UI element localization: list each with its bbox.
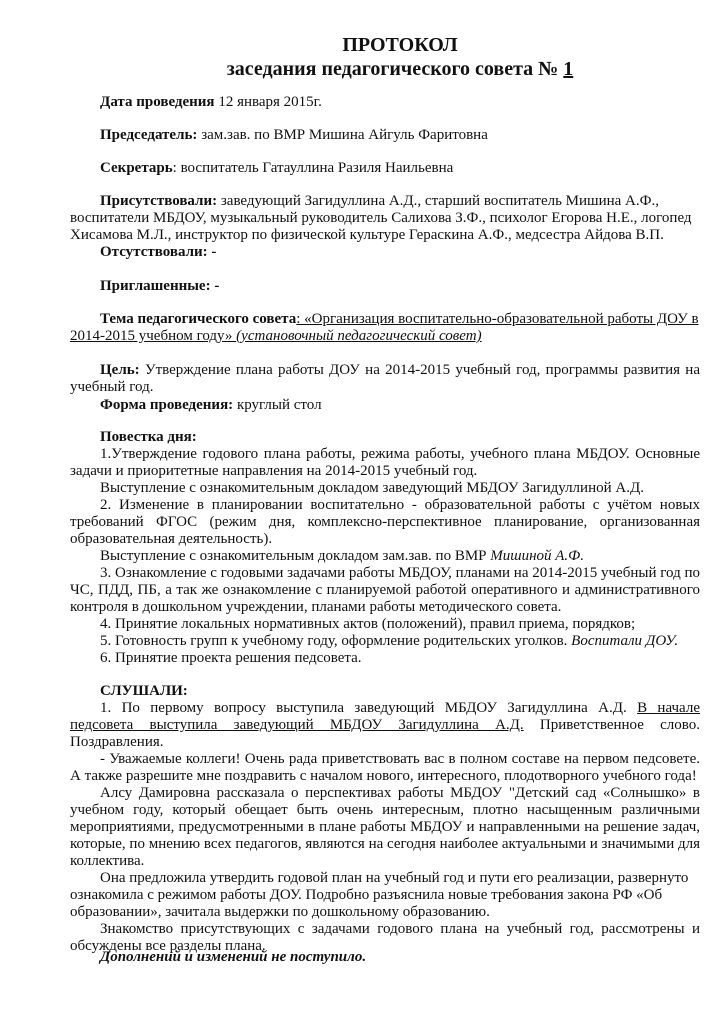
label: Отсутствовали: xyxy=(100,244,208,260)
chairperson xyxy=(70,127,700,144)
responsible: Воспитали ДОУ. xyxy=(571,633,679,649)
paragraph xyxy=(70,700,700,751)
label: Тема педагогического совета xyxy=(100,311,297,327)
agenda-item: 2. Изменение в планировании воспитательно - образовательной работы с учётом новых требований ФГОС (режим дня, комплексно-перспективное планирование, организованная образовательная деятельность). xyxy=(70,497,700,547)
listened-heading xyxy=(70,683,700,700)
speaker: Мишиной А.Ф. xyxy=(490,548,584,564)
value: - xyxy=(210,278,220,294)
value: зам.зав. по ВМР Мишина Айгуль Фаритовна xyxy=(197,127,488,143)
invited xyxy=(70,278,700,295)
label: Форма проведения: xyxy=(100,397,234,413)
value: : «Организация воспитательно-образовательной работы ДОУ в 2014-2015 учебном году» xyxy=(70,311,699,344)
paragraph: Знакомство присутствующих с задачами годового плана на учебный год, рассмотрены и обсуждены все разделы плана. xyxy=(70,921,700,954)
paragraph: - Уважаемые коллеги! Очень рада приветствовать вас в полном составе на первом педсовете. А также разрешите мне поздравить с началом нового, интересного, плодотворного учебного года! xyxy=(70,751,700,784)
value: круглый стол xyxy=(233,397,322,413)
subtitle-text: заседания педагогического совета № xyxy=(226,58,559,80)
absent xyxy=(70,244,700,261)
meeting-date xyxy=(70,94,700,111)
agenda-item: 1.Утверждение годового плана работы, режима работы, учебного плана МБДОУ. Основные задачи и приоритетные направления на 2014-2015 учебный год. xyxy=(70,446,700,479)
value: - xyxy=(207,244,217,260)
value: : воспитатель Гатауллина Разиля Наильевна xyxy=(172,160,454,176)
label: Дата проведения xyxy=(100,94,215,110)
label: Цель: xyxy=(100,362,140,378)
label: Приглашенные: xyxy=(100,278,211,294)
secretary xyxy=(70,160,700,177)
text: 1. По первому вопросу выступила заведующий МБДОУ Загидуллина А.Д. xyxy=(100,700,638,716)
text: Приветственное слово. Поздравления. xyxy=(70,717,700,750)
agenda xyxy=(70,446,700,667)
agenda-item: 6. Принятие проекта решения педсовета. xyxy=(100,650,362,666)
label: Секретарь xyxy=(100,160,173,176)
label: СЛУШАЛИ: xyxy=(100,683,188,699)
text: Выступление с ознакомительным докладом зам.зав. по ВМР xyxy=(100,548,491,564)
attendees xyxy=(70,193,700,244)
agenda-item: Выступление с ознакомительным докладом заведующий МБДОУ Загидуллиной А.Д. xyxy=(100,480,644,496)
goal xyxy=(70,362,700,396)
conclusion-text: Дополнений и изменений не поступило. xyxy=(100,949,367,965)
agenda-heading xyxy=(70,429,700,446)
agenda-item xyxy=(70,548,700,565)
label: Повестка дня: xyxy=(100,429,197,445)
label: Председатель: xyxy=(100,127,198,143)
protocol-number: 1 xyxy=(563,58,574,80)
listened-section xyxy=(70,700,700,955)
paragraph: Она предложила утвердить годовой план на учебный год и пути его реализации, развернуто ознакомила с режимом работы ДОУ. Подробно разъяснила новые требования закона РФ «Об образовании», зачитала выдержки по дошкольному образованию. xyxy=(70,870,689,920)
council-topic xyxy=(70,311,700,345)
paragraph: Алсу Дамировна рассказала о перспективах работы МБДОУ "Детский сад «Солнышко» в учебном году, который обещает быть очень интересным, плотно насыщенным различными мероприятиями, предусмотренными в плане работы МБДОУ и направленными на решение задач, которые, по мнению всех педагогов, являются на сегодня наиболее актуальными и значимыми для коллектива. xyxy=(70,785,700,869)
value: заведующий Загидуллина А.Д., старший воспитатель Мишина А.Ф., воспитатели МБДОУ, музыкальный руководитель Салихова З.Ф., психолог Егорова Н.Е., логопед Хисамова М.Л., инструктор по физической культуре Гераскина А.Ф., медсестра Айдова В.П. xyxy=(70,193,692,243)
meeting-format xyxy=(70,397,700,414)
conclusion xyxy=(70,949,700,966)
value: Утверждение плана работы ДОУ на 2014-2015 учебный год, программы развития на учебный год. xyxy=(70,362,700,395)
text: 5. Готовность групп к учебному году, оформление родительских уголков. xyxy=(100,633,572,649)
underlined-text: В начале педсовета выступила заведующий МБДОУ Загидуллина А.Д. xyxy=(70,700,700,733)
agenda-item: 3. Ознакомление с годовыми задачами работы МБДОУ, планами на 2014-2015 учебный год по ЧС, ПДД, ПБ, а так же ознакомление с планируемой работой оперативного и административного контроля в дошкольном учреждении, планами работы методического совета. xyxy=(70,565,700,615)
topic-note: (установочный педагогический совет) xyxy=(236,328,482,344)
value: 12 января 2015г. xyxy=(214,94,322,110)
agenda-item: 4. Принятие локальных нормативных актов (положений), правил приема, порядков; xyxy=(100,616,636,632)
doc-subtitle xyxy=(170,58,630,80)
doc-title: ПРОТОКОЛ xyxy=(342,34,458,56)
label: Присутствовали: xyxy=(100,193,218,209)
agenda-item xyxy=(70,633,700,650)
